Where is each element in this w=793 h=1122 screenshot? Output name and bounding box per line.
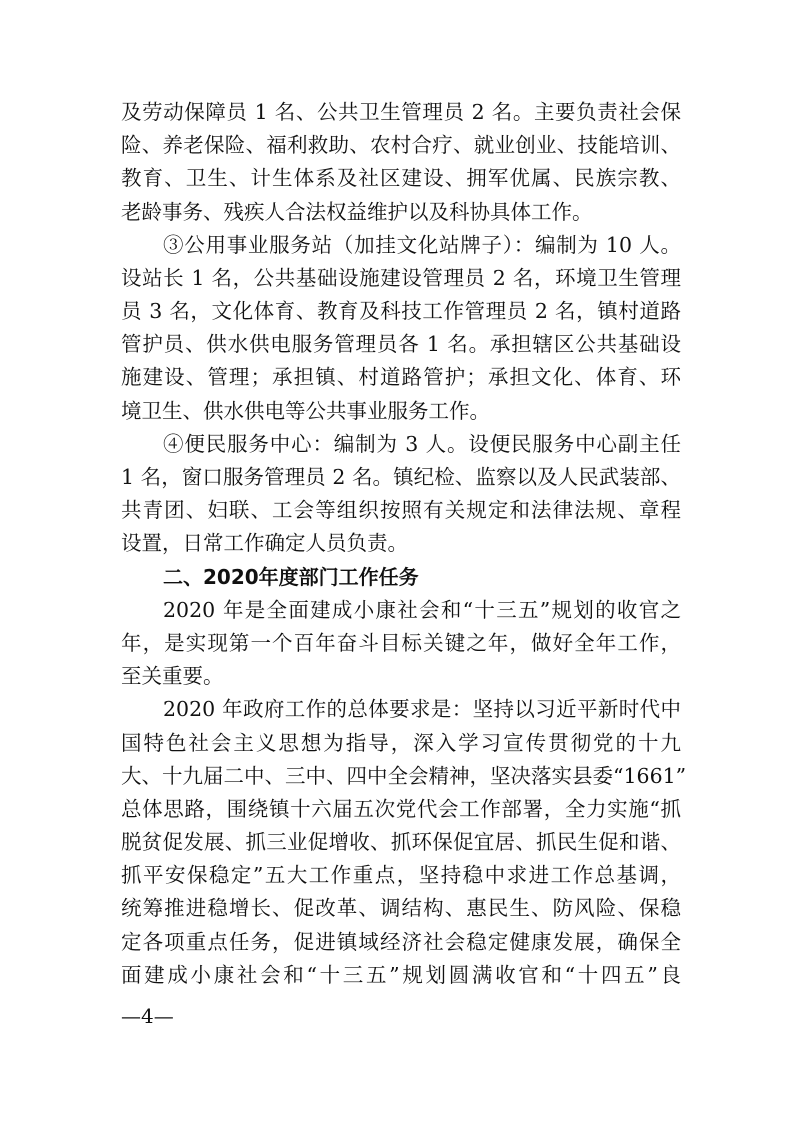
body-text-line: 管护员、供水供电服务管理员各 1 名。承担辖区公共基础设	[121, 332, 681, 357]
body-text-line: 设置，日常工作确定人员负责。	[121, 531, 408, 556]
paragraph-first-line: ④便民服务中心：编制为 3 人。设便民服务中心副主任	[163, 431, 681, 456]
body-text-line: 老龄事务、残疾人合法权益维护以及科协具体工作。	[121, 199, 593, 224]
body-text-line: 共青团、妇联、工会等组织按照有关规定和法律法规、章程	[121, 498, 681, 523]
body-text-line: 教育、卫生、计生体系及社区建设、拥军优属、民族宗教、	[121, 166, 681, 191]
body-text-line: 至关重要。	[121, 664, 224, 689]
body-text-line: 1 名，窗口服务管理员 2 名。镇纪检、监察以及人民武装部、	[121, 465, 681, 490]
body-text-line: 施建设、管理；承担镇、村道路管护；承担文化、体育、环	[121, 365, 681, 390]
paragraph-first-line: 2020 年政府工作的总体要求是：坚持以习近平新时代中	[163, 697, 681, 722]
paragraph-first-line: 2020 年是全面建成小康社会和“十三五”规划的收官之	[163, 597, 681, 622]
body-text-line: 抓平安保稳定”五大工作重点，坚持稳中求进工作总基调，	[121, 863, 681, 888]
body-text-line: 总体思路，围绕镇十六届五次党代会工作部署，全力实施“抓	[121, 796, 681, 821]
body-text-line: 面建成小康社会和“十三五”规划圆满收官和“十四五”良	[121, 962, 681, 987]
body-text-line: 统筹推进稳增长、促改革、调结构、惠民生、防风险、保稳	[121, 896, 681, 921]
body-text-line: 险、养老保险、福利救助、农村合疗、就业创业、技能培训、	[121, 133, 681, 158]
body-text-line: 员 3 名，文化体育、教育及科技工作管理员 2 名，镇村道路	[121, 299, 681, 324]
paragraph-first-line: ③公用事业服务站（加挂文化站牌子）：编制为 10 人。	[163, 232, 681, 257]
body-text-line: 定各项重点任务，促进镇域经济社会稳定健康发展，确保全	[121, 929, 681, 954]
page-number: —4—	[121, 1004, 174, 1028]
body-text-line: 年，是实现第一个百年奋斗目标关键之年，做好全年工作，	[121, 630, 681, 655]
body-text-line: 境卫生、供水供电等公共事业服务工作。	[121, 398, 490, 423]
body-text-line: 及劳动保障员 1 名、公共卫生管理员 2 名。主要负责社会保	[121, 100, 681, 124]
body-text-line: 国特色社会主义思想为指导，深入学习宣传贯彻党的十九	[121, 730, 681, 755]
body-text-line: 大、十九届二中、三中、四中全会精神，坚决落实县委“1661”	[121, 763, 687, 788]
section-heading: 二、2020年度部门工作任务	[163, 564, 419, 589]
body-text-line: 脱贫促发展、抓三业促增收、抓环保促宜居、抓民生促和谐、	[121, 830, 681, 855]
body-text-line: 设站长 1 名，公共基础设施建设管理员 2 名，环境卫生管理	[121, 265, 681, 290]
